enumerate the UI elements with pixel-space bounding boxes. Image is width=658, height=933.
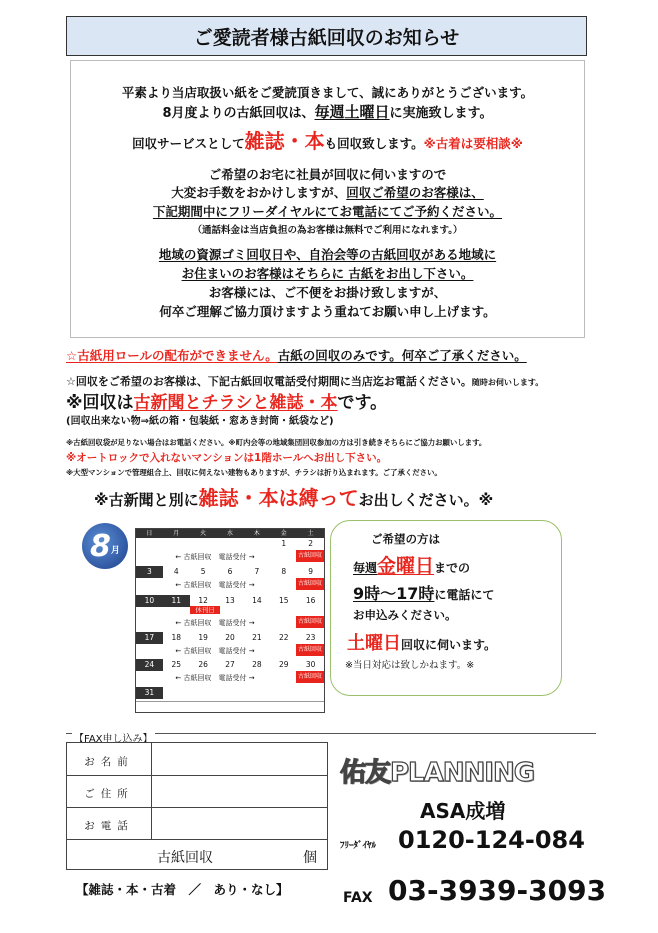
fax-address-label: ご住所: [84, 788, 134, 800]
calendar-day: 30: [305, 660, 316, 669]
call-notice-main: ☆回収をご希望のお客様は、下記古紙回収電話受付期間に当店迄お電話ください。: [66, 375, 472, 388]
calendar-day: 28: [252, 660, 262, 669]
freedial-number: 0120-124-084: [398, 826, 585, 854]
calendar-day: 23: [305, 633, 316, 642]
calendar-week-2: [136, 566, 324, 578]
calendar-day: 9: [308, 567, 313, 576]
notice-line-9: お住まいのお客様はそちらに 古紙をお出し下さい。: [181, 266, 474, 281]
call-notice: [66, 373, 543, 389]
calendar-day: 14: [252, 596, 262, 605]
calendar-red-label: 古紙回収: [296, 578, 324, 590]
notice-line-11: 何卒ご理解ご協力頂けますよう重ねてお願い申し上げます。: [159, 304, 496, 319]
calendar-day: [217, 687, 244, 699]
calendar-day: 27: [225, 660, 235, 669]
calendar-day: 12: [198, 596, 208, 605]
calendar-week-4: [136, 632, 324, 644]
roll-notice-red: ☆古紙用ロールの配布ができません。: [66, 348, 278, 363]
calendar-day: 4: [173, 567, 179, 576]
callout-l3-post: に電話にて: [434, 588, 495, 602]
note-3: ※大型マンションで管理組合上、回収に伺えない建物もありますが、チラシは折り込まれます。ご了承ください。: [66, 468, 442, 477]
calendar-week-6: [136, 687, 324, 699]
items-post: です。: [337, 393, 388, 413]
calendar-day: [190, 538, 217, 550]
items-em: 古新聞とチラシと雑誌・本: [133, 393, 338, 413]
calendar-day: 13: [225, 596, 235, 605]
notice-box: [70, 60, 585, 338]
month-badge: [82, 523, 128, 569]
page-title: [66, 16, 587, 56]
callout-l2-pre: 毎週: [353, 561, 378, 575]
calendar-day: 21: [252, 633, 262, 642]
calendar-day: [270, 687, 297, 699]
fax-label: FAX: [343, 890, 373, 906]
calendar-day: 16: [305, 596, 316, 605]
fax-form: [66, 742, 328, 870]
notice-l5-underlined: 回収ご希望のお客様は、: [346, 185, 484, 200]
notice-line-4: ご希望のお宅に社員が回収に伺いますので: [208, 167, 447, 182]
calendar-day: [190, 687, 217, 699]
call-notice-small: 随時お伺いします。: [471, 378, 544, 387]
calendar-red-label: 古紙回収: [296, 616, 324, 628]
callout-l5-post: 回収に伺います。: [401, 638, 497, 652]
notice-l2-em-text: 毎週土曜日: [314, 103, 390, 121]
notice-l3-note: ※古着は要相談※: [423, 136, 523, 151]
fax-address-field[interactable]: [151, 775, 329, 807]
items-pre: ※回収は: [66, 393, 134, 413]
month-badge-unit: 月: [110, 545, 120, 556]
roll-notice: [66, 346, 527, 364]
callout-l3-em: 9時～17時: [353, 584, 435, 603]
calendar-day: 11: [163, 595, 190, 607]
fax-phone-label: お電話: [84, 820, 134, 832]
notice-l5-pre: 大変お手数をおかけしますが、: [171, 185, 347, 200]
calendar-day: [297, 687, 324, 699]
calendar-day: [217, 538, 244, 550]
note-2: ※オートロックで入れないマンションは1階ホールへお出し下さい。: [66, 452, 388, 464]
calendar-header: [136, 529, 324, 538]
calendar-day: [163, 538, 190, 550]
calendar-band: ← 古紙回収 電話受付 →: [175, 553, 255, 561]
fax-phone-field[interactable]: [151, 807, 329, 839]
notice-line-5: [71, 183, 584, 201]
calendar-header-day: 土: [307, 530, 314, 537]
calendar-header-day: 火: [200, 530, 207, 537]
notice-line-1: 平素より当店取扱い紙をご愛読頂きまして、誠にありがとうございます。: [121, 85, 534, 100]
calendar-band: ← 古紙回収 電話受付 →: [175, 647, 255, 655]
fax-name-field[interactable]: [151, 743, 329, 775]
calendar-grid-line: [136, 701, 324, 702]
calendar-day: 3: [136, 566, 163, 578]
notice-line-8: 地域の資源ゴミ回収日や、自治会等の古紙回収がある地域に: [158, 247, 497, 262]
brand-logo: 佑友PLANNING: [340, 758, 535, 788]
month-badge-number: 8: [90, 528, 111, 564]
calendar-day: 8: [281, 567, 287, 576]
callout-line-6: ※当日対応は致しかねます。※: [345, 660, 475, 671]
notice-line-3: [71, 125, 584, 154]
callout-line-2: [353, 551, 470, 578]
fax-options: 【雑誌・本・古着 ／ あり・なし】: [76, 882, 289, 897]
notice-l2-pre: 8月度よりの古紙回収は、: [162, 106, 315, 121]
tie-post: お出しください。※: [358, 491, 494, 509]
calendar-day: 2: [308, 539, 313, 548]
freedial-label: ﾌﾘｰﾀﾞｲﾔﾙ: [340, 841, 377, 851]
calendar-day: [243, 538, 270, 550]
notice-line-10: お客様には、ご不便をお掛け致しますが、: [208, 285, 447, 300]
calendar-day: 18: [171, 633, 182, 642]
roll-notice-black: 古紙の回収のみです。何卒ご了承ください。: [277, 348, 527, 363]
calendar-day: 24: [136, 659, 163, 671]
callout-line-1: ご希望の方は: [371, 532, 440, 546]
calendar-day: 25: [171, 660, 182, 669]
calendar-header-day: 木: [253, 530, 260, 537]
calendar-header-day: 日: [146, 530, 153, 537]
calendar-header-day: 水: [227, 530, 234, 537]
not-items-notice: (回収出来ない物⇒紙の箱・包装紙・窓あき封筒・紙袋など): [66, 416, 334, 427]
notice-line-2: [71, 101, 584, 122]
callout-l2-em: 金曜日: [377, 555, 435, 577]
callout-l5-em: 土曜日: [347, 633, 401, 654]
notice-line-7: （通話料金は当店負担の為お客様は無料でご利用になれます。）: [192, 225, 463, 236]
calendar-week-3: [136, 595, 324, 607]
calendar-red-label: 古紙回収: [296, 550, 324, 562]
callout-box: [330, 520, 562, 696]
tie-pre: ※古新聞と別に: [94, 491, 199, 509]
notice-l3-em: 雑誌・本: [244, 129, 325, 153]
calendar-day: [136, 538, 163, 550]
calendar-header-day: 月: [173, 530, 180, 537]
notice-l3-mid: も回収致します。: [324, 136, 424, 151]
notice-line-6: 下記期間中にフリーダイヤルにてお電話にてご予約ください。: [152, 204, 503, 219]
calendar-day: 20: [225, 633, 235, 642]
notice-l2-post: に実施致します。: [389, 106, 493, 121]
fax-heading: 【FAX申し込み】: [72, 730, 155, 745]
calendar-day: 1: [281, 539, 287, 548]
calendar-day: 17: [136, 632, 163, 644]
callout-line-5: [347, 629, 496, 655]
notice-l2-em: [315, 103, 390, 121]
calendar-week-5: [136, 659, 324, 671]
items-notice: [66, 388, 387, 413]
note-1: ※古紙回収袋が足りない場合はお電話ください。※町内会等の地域集団回収参加の方は引き続きそちらにご協力お願いします。: [66, 438, 487, 447]
calendar-day: [243, 687, 270, 699]
brand-store: ASA成増: [420, 799, 506, 823]
calendar-day: 6: [227, 567, 233, 576]
fax-count-unit: 個: [303, 850, 317, 866]
calendar-day: 19: [198, 633, 208, 642]
page-title-text: ご愛読者様古紙回収のお知らせ: [193, 26, 460, 49]
calendar-day: [163, 687, 190, 699]
calendar-band: ← 古紙回収 電話受付 →: [175, 581, 255, 589]
calendar-day: 15: [278, 596, 289, 605]
calendar-red-label: 古紙回収: [296, 644, 324, 656]
calendar-day: 5: [200, 567, 206, 576]
tie-notice: [94, 482, 493, 511]
calendar-day: 29: [278, 660, 289, 669]
calendar-band: ← 古紙回収 電話受付 →: [175, 674, 255, 682]
fax-number: 03-3939-3093: [388, 874, 607, 907]
fax-form-row-line: [67, 839, 327, 840]
calendar-day: 22: [278, 633, 289, 642]
calendar-day: 10: [136, 595, 163, 607]
callout-l2-post: までの: [434, 561, 471, 575]
calendar-day: 31: [136, 687, 163, 699]
notice-l3-pre: 回収サービスとして: [132, 136, 245, 151]
tie-em: 雑誌・本は縛って: [198, 486, 359, 510]
fax-count-label: 古紙回収: [157, 850, 213, 866]
callout-line-4: お申込みください。: [353, 608, 457, 622]
calendar-header-day: 金: [280, 530, 287, 537]
calendar-week-1: [136, 538, 324, 550]
fax-name-label: お名前: [84, 756, 134, 768]
calendar-day: 26: [198, 660, 208, 669]
holiday-label: 休刊日: [190, 606, 220, 614]
calendar-day: 7: [254, 567, 260, 576]
calendar-band: ← 古紙回収 電話受付 →: [175, 619, 255, 627]
callout-line-3: [353, 581, 494, 604]
calendar-red-label: 古紙回収: [296, 671, 324, 683]
